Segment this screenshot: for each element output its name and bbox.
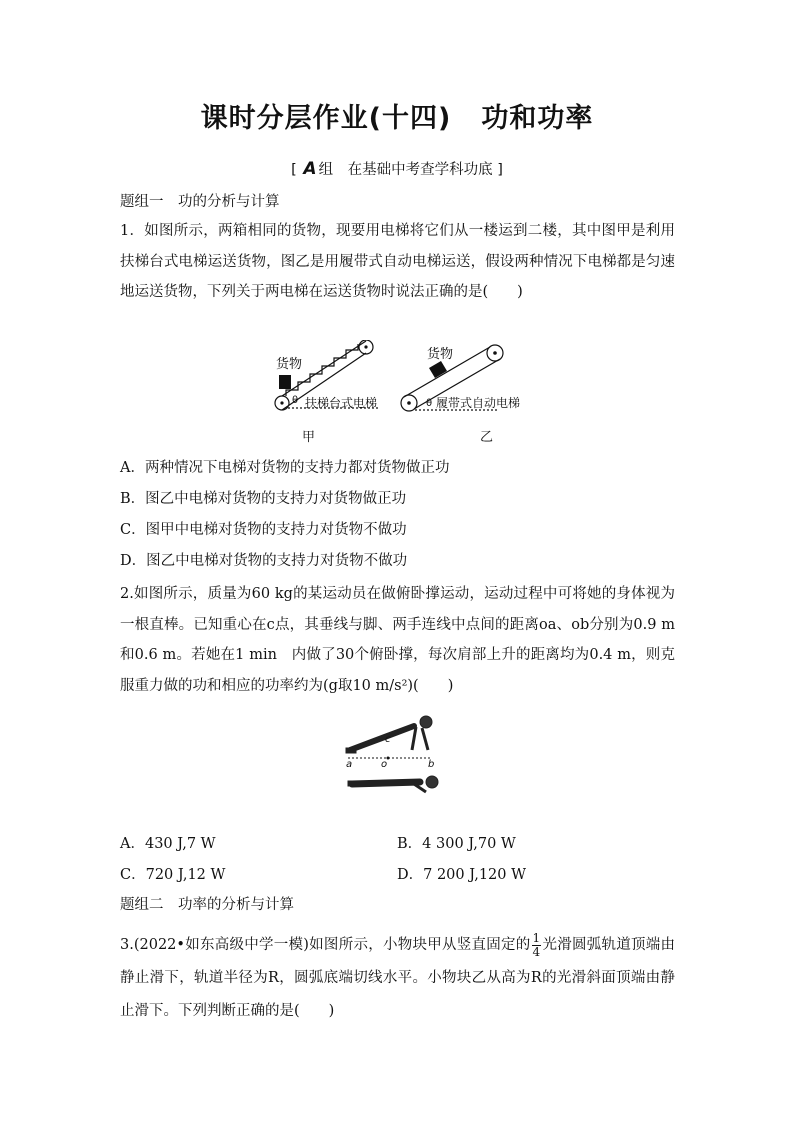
pushup-point-o: o (381, 759, 388, 770)
q2-option-d: D．7 200 J,120 W (397, 867, 527, 883)
pushup-point-c: c (385, 734, 391, 745)
group-badge: A (303, 159, 317, 179)
title-main: 课时分层作业(十四) (200, 103, 452, 134)
question-1-text: 1．如图所示，两箱相同的货物，现要用电梯将它们从一楼运到二楼，其中图甲是利用扶梯台式电梯运送货物，图乙是用履带式自动电梯运送，假设两种情况下电梯都是匀速地运送货物，下列关于两电梯在运送货物时说法正确的是( ) (120, 223, 675, 300)
q1-option-a: A．两种情况下电梯对货物的支持力都对货物做正功 (120, 460, 450, 476)
q1-option-b: B．图乙中电梯对货物的支持力对货物做正功 (120, 491, 407, 507)
bracket-open: [ (291, 162, 297, 178)
figure-a-cargo-label: 货物 (276, 357, 303, 372)
pushup-figure (340, 712, 455, 804)
figure-b-angle: θ (426, 398, 433, 409)
figure-b-cargo-label: 货物 (427, 347, 454, 362)
figure-a-caption: 甲 (302, 430, 316, 445)
section-heading-2: 题组二 功率的分析与计算 (120, 897, 294, 913)
page-title (0, 96, 794, 135)
section-heading-1: 题组一 功的分析与计算 (120, 194, 280, 210)
q1-option-d: D．图乙中电梯对货物的支持力对货物不做功 (120, 553, 408, 569)
q2-option-b: B．4 300 J,70 W (397, 836, 516, 852)
fraction-denominator: 4 (532, 944, 541, 959)
bracket-close: ] (497, 162, 503, 178)
q2-option-a: A．430 J,7 W (120, 836, 216, 852)
fraction-numerator: 1 (532, 930, 541, 945)
figure-b-name: 履带式自动电梯 (436, 396, 521, 410)
pushup-point-a: a (346, 759, 353, 770)
q2-option-c: C．720 J,12 W (120, 867, 226, 883)
question-3-text (120, 929, 675, 1028)
figure-b-caption: 乙 (480, 430, 494, 445)
pushup-point-b: b (428, 759, 435, 770)
q3-text-pre: 3.(2022•如东高级中学一模)如图所示，小物块甲从竖直固定的 (120, 937, 531, 953)
figure-a-angle: θ (292, 395, 299, 406)
q1-option-c: C．图甲中电梯对货物的支持力对货物不做功 (120, 522, 407, 538)
figure-a-name: 扶梯台式电梯 (305, 396, 378, 410)
group-header (0, 158, 794, 179)
q3-text-post: 光滑圆弧轨道顶端由静止滑下，轨道半径为R，圆弧底端切线水平。小物块乙从高为R的光滑斜面顶端由静止滑下。下列判断正确的是( ) (120, 937, 676, 1019)
title-sub: 功和功率 (481, 103, 594, 134)
question-2-text: 2.如图所示，质量为60 kg的某运动员在做俯卧撑运动，运动过程中可将她的身体视为一根直棒。已知重心在c点，其垂线与脚、两手连线中点间的距离oa、ob分别为0.9 m 和0.6 m。若她在1 min 内做了30个俯卧撑，每次肩部上升的距离均为0.4 m，则克服重力做的功和相应的功率约为(g取10 m/s²)( ) (120, 586, 690, 694)
quarter-fraction (532, 932, 542, 959)
group-label: 组 在基础中考查学科功底 (318, 162, 493, 178)
